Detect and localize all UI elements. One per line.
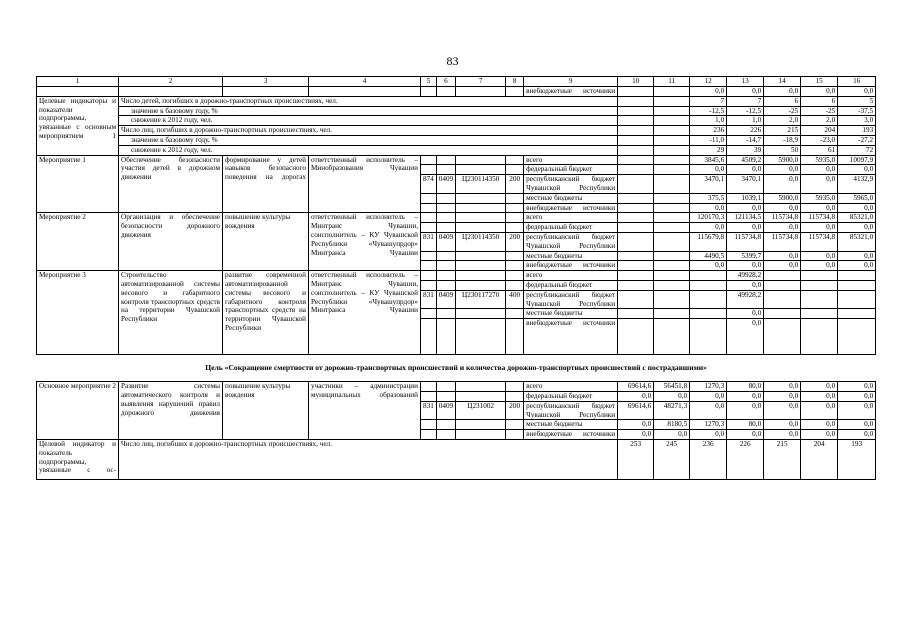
value-cell [801,309,838,319]
value-cell: 4490,5 [690,251,727,261]
value-cell: 56451,8 [654,382,690,392]
value-cell [838,309,876,319]
value-cell: 120170,3 [690,213,727,223]
value-cell: 253 [618,439,654,479]
value-cell: 1270,3 [690,420,727,430]
indicators-label: Целевой индикатор и показатель подпрограммы, увязанные с ос- [37,439,119,479]
value-cell: -11,0 [690,135,727,145]
column-number: 10 [618,77,654,87]
value-cell: 0,0 [801,175,838,194]
value-cell: 61 [801,145,838,155]
source-cell: местные бюджеты [524,420,618,430]
indicator-text: Число лиц, погибших в дорожно-транспортных происшествиях, чел. [119,126,618,136]
column-numbers-row [37,77,876,87]
source-cell: всего [524,213,618,223]
vr-code: 400 [506,290,524,309]
value-cell: 29 [690,145,727,155]
value-cell: 5935,0 [801,155,838,165]
value-cell: 0,0 [801,382,838,392]
table-row [37,126,876,136]
measure-result: повышение культуры вождения [223,213,309,271]
goal-row [37,355,876,382]
value-cell: 0,0 [801,87,838,97]
value-cell: 0,0 [727,430,764,440]
value-cell [690,319,727,355]
value-cell: 85321,0 [838,232,876,251]
value-cell [838,271,876,281]
value-cell [838,290,876,309]
value-cell: 0,0 [764,430,801,440]
source-cell: федеральный бюджет [524,391,618,401]
column-number: 9 [524,77,618,87]
measure-name: Мероприятие 1 [37,155,119,213]
value-cell: 0,0 [618,391,654,401]
value-cell: 49928,2 [727,290,764,309]
value-cell [764,309,801,319]
value-cell [801,319,838,355]
grbs-code: 831 [421,401,437,420]
value-cell: 0,0 [727,309,764,319]
value-cell: 69614,6 [618,401,654,420]
measure-result: повышение культуры вождения [223,382,309,440]
value-cell: 115734,8 [764,213,801,223]
indicator-text: значение к базовому году, % [119,106,618,116]
measure-executor: ответственный исполнитель – Минтранс Чувашии, соисполнитель – КУ Чувашской Республики «Чувашупрдор» Минтранса Чувашии [309,271,421,355]
value-cell: 0,0 [838,261,876,271]
value-cell: 0,0 [801,261,838,271]
value-cell: 2,0 [764,116,801,126]
indicator-text: значение к базовому году, % [119,135,618,145]
goal-heading: Цель «Сокращение смертности от дорожно-транспортных происшествий и количества дорожно-транспортных происшествий с пострадавшими» [37,355,876,382]
source-cell: федеральный бюджет [524,223,618,233]
value-cell: 215 [764,126,801,136]
value-cell: 0,0 [838,203,876,213]
value-cell: 1270,3 [690,382,727,392]
column-number: 12 [690,77,727,87]
value-cell: 0,0 [801,203,838,213]
value-cell: 0,0 [618,420,654,430]
measure-executor: ответственный исполнитель – Минтранс Чувашии, соисполнитель – КУ Чувашской Республики «Чувашупрдор» Минтранса Чувашии [309,213,421,271]
value-cell [801,290,838,309]
value-cell: 4509,2 [727,155,764,165]
value-cell: -12,5 [727,106,764,116]
column-number: 8 [506,77,524,87]
indicator-text: Число детей, погибших в дорожно-транспортных происшествиях, чел. [119,96,618,106]
value-cell: 0,0 [690,401,727,420]
source-cell: федеральный бюджет [524,280,618,290]
value-cell: 10097,9 [838,155,876,165]
value-cell: 39 [727,145,764,155]
value-cell: 0,0 [838,382,876,392]
table-row [37,439,876,479]
source-cell: внебюджетные источники [524,319,618,355]
column-number: 7 [456,77,506,87]
value-cell [764,280,801,290]
source-cell: внебюджетные источники [524,430,618,440]
value-cell: 6 [764,96,801,106]
value-cell: 0,0 [727,401,764,420]
source-cell: республиканский бюджет Чувашской Республики [524,401,618,420]
table-row [37,213,876,223]
source-cell: республиканский бюджет Чувашской Республики [524,175,618,194]
value-cell: 0,0 [801,430,838,440]
value-cell: -12,5 [690,106,727,116]
value-cell: 0,0 [838,223,876,233]
table-row [37,106,876,116]
value-cell: -25 [764,106,801,116]
value-cell: 115734,8 [764,232,801,251]
value-cell: 1,0 [727,116,764,126]
indicator-text: Число лиц, погибших в дорожно-транспортных происшествиях, чел. [119,439,618,479]
source-cell: всего [524,155,618,165]
vr-code: 200 [506,232,524,251]
value-cell: 0,0 [690,87,727,97]
value-cell: 0,0 [764,391,801,401]
value-cell [690,290,727,309]
value-cell: 0,0 [764,165,801,175]
value-cell: 0,0 [801,401,838,420]
value-cell: 0,0 [764,420,801,430]
budget-table [36,76,876,480]
value-cell: 0,0 [838,401,876,420]
value-cell: 0,0 [838,420,876,430]
column-number: 16 [838,77,876,87]
value-cell: 0,0 [654,430,690,440]
source-cell: местные бюджеты [524,193,618,203]
value-cell: 0,0 [727,223,764,233]
csr-code: Ц230117270 [456,290,506,309]
vr-code: 200 [506,175,524,194]
measure-result: формирование у детей навыков безопасного поведения на дорогах [223,155,309,213]
value-cell: 2,0 [801,116,838,126]
value-cell [764,290,801,309]
measure-result: развитие современной автоматизированной системы весового и габаритного контроля транспортных средств на территории Чувашской Республики [223,271,309,355]
value-cell: 0,0 [838,430,876,440]
column-number: 14 [764,77,801,87]
value-cell: 0,0 [618,430,654,440]
value-cell: 0,0 [764,401,801,420]
value-cell: 80,0 [727,382,764,392]
value-cell: 0,0 [764,223,801,233]
value-cell: -37,5 [838,106,876,116]
measure-title: Строительство автоматизированной системы весового и габаритного контроля транспортных средств на территории Чувашской Республики [119,271,223,355]
value-cell: 0,0 [764,203,801,213]
value-cell: 80,0 [727,420,764,430]
table-row [37,116,876,126]
value-cell: 115734,8 [801,232,838,251]
rz-code: 0409 [436,232,455,251]
value-cell: 0,0 [690,430,727,440]
value-cell: 0,0 [690,223,727,233]
column-number: 15 [801,77,838,87]
value-cell: 193 [838,126,876,136]
value-cell: -18,9 [764,135,801,145]
source-cell: республиканский бюджет Чувашской Республики [524,290,618,309]
value-cell: 115679,8 [690,232,727,251]
csr-code: Ц230114350 [456,232,506,251]
source-cell: местные бюджеты [524,309,618,319]
indicators-label: Целевые индикаторы и показатели подпрограммы, увязанные с основным мероприятием 1 [37,96,119,155]
value-cell: 69614,6 [618,382,654,392]
column-number: 3 [223,77,309,87]
value-cell: 115734,8 [727,232,764,251]
value-cell: 121134,5 [727,213,764,223]
value-cell: 215 [764,439,801,479]
value-cell: 49928,2 [727,271,764,281]
value-cell: 50 [764,145,801,155]
source-cell: местные бюджеты [524,251,618,261]
value-cell: 0,0 [801,420,838,430]
indicator-text: снижение к 2012 году, чел. [119,116,618,126]
value-cell [764,319,801,355]
value-cell: 204 [801,126,838,136]
grbs-code: 831 [421,290,437,309]
value-cell: 1,0 [690,116,727,126]
source-cell: внебюджетные источники [524,261,618,271]
value-cell: -23,0 [801,135,838,145]
rz-code: 0409 [436,175,455,194]
value-cell: 0,0 [801,391,838,401]
value-cell: 0,0 [764,261,801,271]
csr-code: Ц231002 [456,401,506,420]
source-cell: внебюджетные источники [524,203,618,213]
value-cell: 0,0 [838,165,876,175]
value-cell: 193 [838,439,876,479]
value-cell: 0,0 [801,251,838,261]
column-number: 2 [119,77,223,87]
value-cell: 236 [690,439,727,479]
value-cell [801,271,838,281]
page-number: 83 [446,54,459,68]
value-cell [764,271,801,281]
value-cell: -27,2 [838,135,876,145]
rz-code: 0409 [436,290,455,309]
value-cell: 245 [654,439,690,479]
value-cell: 72 [838,145,876,155]
measure-executor: участники – администрации муниципальных образований [309,382,421,440]
table-row [37,382,876,392]
value-cell: 7 [690,96,727,106]
value-cell [690,309,727,319]
value-cell [838,280,876,290]
value-cell: 5900,0 [764,193,801,203]
column-number: 4 [309,77,421,87]
value-cell: 5965,0 [838,193,876,203]
value-cell: 6 [801,96,838,106]
value-cell: 3845,6 [690,155,727,165]
measure-executor: ответственный исполнитель – Минобразования Чувашии [309,155,421,213]
value-cell: 8180,5 [654,420,690,430]
value-cell: 5900,0 [764,155,801,165]
measure-name: Основное мероприятие 2 [37,382,119,440]
table-row [37,271,876,281]
grbs-code: 874 [421,175,437,194]
table-row [37,145,876,155]
value-cell: 5 [838,96,876,106]
value-cell: 0,0 [690,261,727,271]
vr-code: 200 [506,401,524,420]
value-cell: 0,0 [690,165,727,175]
value-cell: 204 [801,439,838,479]
source-cell: всего [524,382,618,392]
value-cell: 0,0 [727,87,764,97]
value-cell: 0,0 [727,319,764,355]
value-cell: 0,0 [764,87,801,97]
value-cell: 3470,1 [727,175,764,194]
value-cell [801,280,838,290]
value-cell: 3,0 [838,116,876,126]
value-cell: 1039,1 [727,193,764,203]
column-number: 13 [727,77,764,87]
value-cell: 0,0 [764,175,801,194]
table-row [37,135,876,145]
value-cell: 85321,0 [838,213,876,223]
value-cell: 226 [727,126,764,136]
indicator-text: снижение к 2012 году, чел. [119,145,618,155]
measure-title: Развитие системы автоматического контроля и выявления нарушений правил дорожного движения [119,382,223,440]
value-cell [690,280,727,290]
grbs-code: 831 [421,232,437,251]
value-cell: 0,0 [764,382,801,392]
value-cell: 4132,9 [838,175,876,194]
source-cell: республиканский бюджет Чувашской Республики [524,232,618,251]
source-cell: внебюджетные источники [524,87,618,97]
csr-code: Ц230114350 [456,175,506,194]
value-cell: 0,0 [727,280,764,290]
measure-title: Организация и обеспечение безопасности дорожного движения [119,213,223,271]
value-cell: 0,0 [838,251,876,261]
value-cell: 48271,3 [654,401,690,420]
value-cell: 0,0 [727,203,764,213]
value-cell: 0,0 [727,165,764,175]
column-number: 6 [436,77,455,87]
measure-title: Обеспечение безопасности участия детей в дорожном движении [119,155,223,213]
value-cell: 0,0 [727,261,764,271]
value-cell: 0,0 [654,391,690,401]
value-cell: 7 [727,96,764,106]
value-cell: 226 [727,439,764,479]
value-cell: 0,0 [801,165,838,175]
measure-name: Мероприятие 2 [37,213,119,271]
source-cell: всего [524,271,618,281]
value-cell: 0,0 [764,251,801,261]
value-cell: -25 [801,106,838,116]
measure-name: Мероприятие 3 [37,271,119,355]
value-cell: 0,0 [838,391,876,401]
table-row [37,96,876,106]
value-cell [838,319,876,355]
value-cell: 5399,7 [727,251,764,261]
column-number: 5 [421,77,437,87]
value-cell: 115734,8 [801,213,838,223]
value-cell: 0,0 [838,87,876,97]
table-row [37,155,876,165]
rz-code: 0409 [436,401,455,420]
value-cell: -14,7 [727,135,764,145]
value-cell: 0,0 [690,391,727,401]
value-cell [690,271,727,281]
value-cell: 0,0 [727,391,764,401]
value-cell: 0,0 [690,203,727,213]
column-number: 11 [654,77,690,87]
table-row [37,87,876,97]
source-cell: федеральный бюджет [524,165,618,175]
value-cell: 375,5 [690,193,727,203]
value-cell: 0,0 [801,223,838,233]
column-number: 1 [37,77,119,87]
value-cell: 236 [690,126,727,136]
value-cell: 3470,1 [690,175,727,194]
value-cell: 5935,0 [801,193,838,203]
